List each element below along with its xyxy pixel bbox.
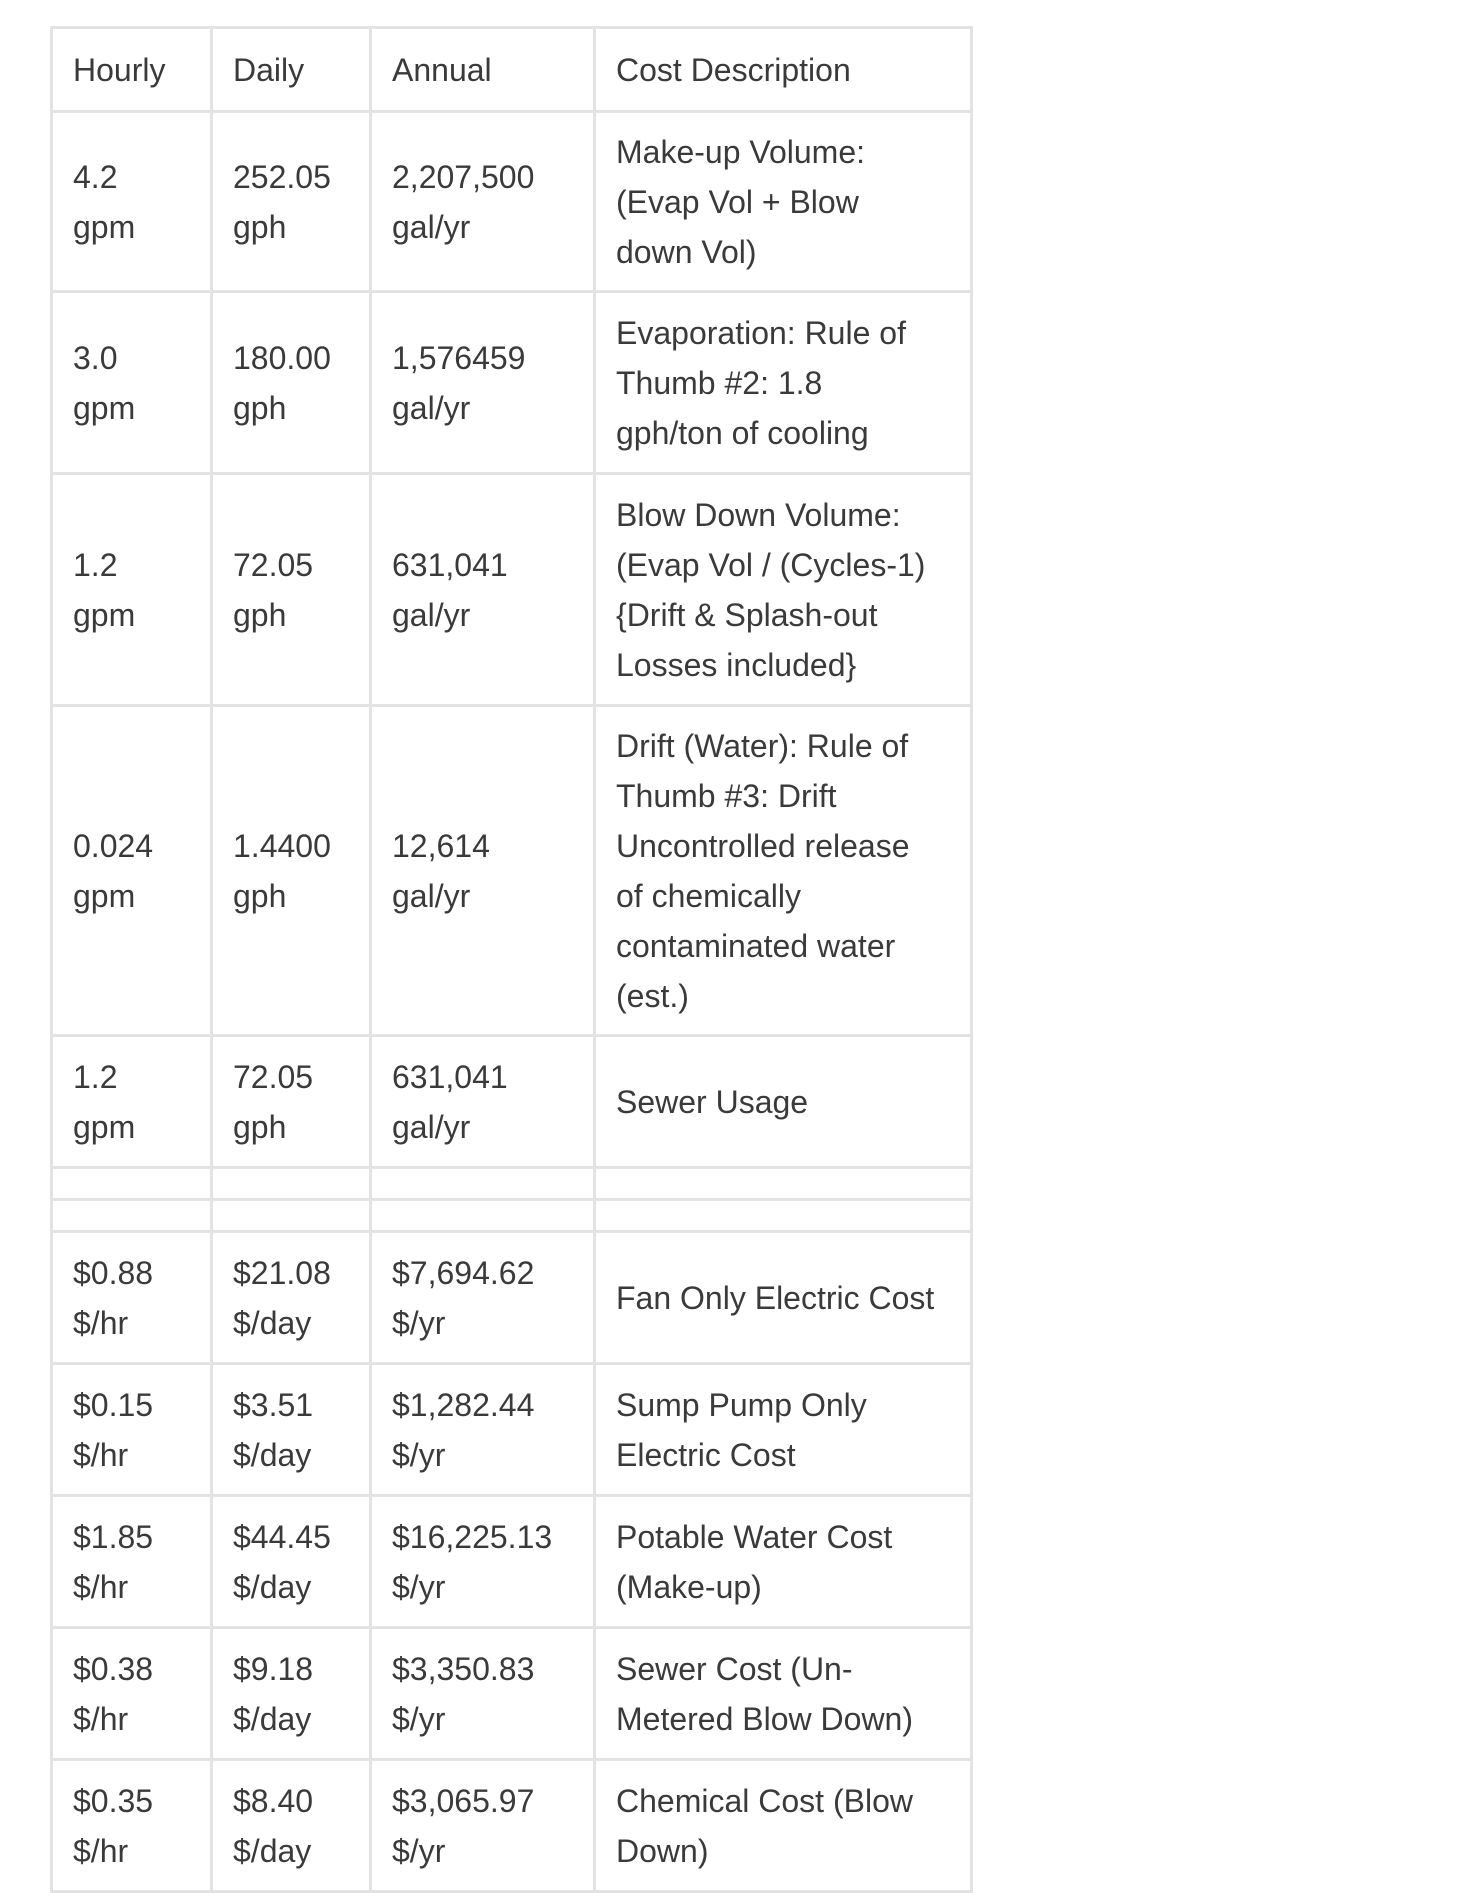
description-cell: [595, 1364, 972, 1496]
cell-line: $/yr: [392, 1436, 446, 1473]
cell-line: gph: [233, 596, 287, 633]
cell-line: Thumb #2: 1.8: [616, 364, 823, 401]
annual-cell: [371, 1496, 595, 1628]
cell-line: gal/yr: [392, 389, 471, 426]
cell-line: $16,225.13: [392, 1518, 553, 1555]
cell-line: of chemically: [616, 877, 801, 914]
annual-cell: [371, 474, 595, 706]
annual-cell: [371, 1036, 595, 1168]
cell-line: $44.45: [233, 1518, 331, 1555]
cell-line: gph: [233, 877, 287, 914]
daily-cell: [212, 1628, 371, 1760]
cell-line: gpm: [73, 596, 136, 633]
cell-line: Down): [616, 1832, 709, 1869]
cell-line: $/day: [233, 1304, 312, 1341]
cell-line: $/yr: [392, 1832, 446, 1869]
cell-line: Sump Pump Only: [616, 1386, 867, 1423]
cell-line: $/day: [233, 1700, 312, 1737]
cell-line: 1.2: [73, 546, 118, 583]
header-cost-description: Cost Description: [595, 28, 972, 112]
description-cell: [595, 1232, 972, 1364]
daily-cell: [212, 1364, 371, 1496]
cell-line: gph: [233, 1108, 287, 1145]
cell-line: Evaporation: Rule of: [616, 314, 906, 351]
spacer-cell: [212, 1168, 371, 1200]
header-annual: Annual: [371, 28, 595, 112]
cell-line: (Make-up): [616, 1568, 762, 1605]
cell-line: Potable Water Cost: [616, 1518, 893, 1555]
table-row: [52, 1628, 972, 1760]
spacer-cell: [595, 1200, 972, 1232]
spacer-cell: [371, 1168, 595, 1200]
cell-line: 0.024: [73, 827, 154, 864]
cell-line: $/hr: [73, 1436, 129, 1473]
spacer-cell: [212, 1200, 371, 1232]
cell-line: 72.05: [233, 1058, 314, 1095]
cell-line: 1.4400: [233, 827, 331, 864]
cell-line: Uncontrolled release: [616, 827, 910, 864]
annual-cell: [371, 112, 595, 292]
volume-rows: [52, 112, 972, 1168]
cell-line: Electric Cost: [616, 1436, 796, 1473]
cell-line: down Vol): [616, 233, 757, 270]
cell-line: 180.00: [233, 339, 331, 376]
header-daily: Daily: [212, 28, 371, 112]
cell-line: $1.85: [73, 1518, 154, 1555]
spacer-row: [52, 1200, 972, 1232]
spacer-row: [52, 1168, 972, 1200]
hourly-cell: [52, 1760, 212, 1892]
daily-cell: [212, 1232, 371, 1364]
table-row: [52, 1232, 972, 1364]
hourly-cell: [52, 1628, 212, 1760]
cell-line: $0.38: [73, 1650, 154, 1687]
cell-line: $/hr: [73, 1832, 129, 1869]
table-row: [52, 1496, 972, 1628]
cell-line: (est.): [616, 977, 689, 1014]
spacer-cell: [371, 1200, 595, 1232]
cell-line: $/day: [233, 1832, 312, 1869]
cost-rows: [52, 1232, 972, 1892]
cell-line: gal/yr: [392, 208, 471, 245]
cell-line: $9.18: [233, 1650, 314, 1687]
cell-line: gph: [233, 389, 287, 426]
cell-line: Metered Blow Down): [616, 1700, 913, 1737]
cell-line: $/hr: [73, 1700, 129, 1737]
cell-line: $/day: [233, 1568, 312, 1605]
cell-line: 72.05: [233, 546, 314, 583]
cell-line: Chemical Cost (Blow: [616, 1782, 913, 1819]
hourly-cell: [52, 706, 212, 1036]
cell-line: contaminated water: [616, 927, 896, 964]
description-cell: [595, 1496, 972, 1628]
daily-cell: [212, 1760, 371, 1892]
description-cell: [595, 112, 972, 292]
cell-line: $/hr: [73, 1304, 129, 1341]
cell-line: Fan Only Electric Cost: [616, 1279, 935, 1316]
cell-line: gpm: [73, 1108, 136, 1145]
cell-line: $7,694.62: [392, 1254, 535, 1291]
cell-line: 3.0: [73, 339, 118, 376]
cell-line: gal/yr: [392, 1108, 471, 1145]
cell-line: (Evap Vol + Blow: [616, 183, 859, 220]
cell-line: $3.51: [233, 1386, 314, 1423]
cell-line: Thumb #3: Drift: [616, 777, 837, 814]
cell-line: $8.40: [233, 1782, 314, 1819]
table-row: [52, 112, 972, 292]
cell-line: $0.88: [73, 1254, 154, 1291]
hourly-cell: [52, 292, 212, 474]
table-row: [52, 1760, 972, 1892]
annual-cell: [371, 292, 595, 474]
daily-cell: [212, 474, 371, 706]
cell-line: gph/ton of cooling: [616, 414, 869, 451]
cell-line: $1,282.44: [392, 1386, 535, 1423]
hourly-cell: [52, 1364, 212, 1496]
daily-cell: [212, 112, 371, 292]
cell-line: $/day: [233, 1436, 312, 1473]
daily-cell: [212, 292, 371, 474]
cell-line: $/yr: [392, 1304, 446, 1341]
cost-table: [50, 26, 973, 1893]
cell-line: Drift (Water): Rule of: [616, 727, 909, 764]
cell-line: gpm: [73, 208, 136, 245]
cell-line: 1,576459: [392, 339, 526, 376]
annual-cell: [371, 1364, 595, 1496]
cell-line: 631,041: [392, 1058, 508, 1095]
hourly-cell: [52, 1496, 212, 1628]
table-row: [52, 1364, 972, 1496]
cell-line: $/hr: [73, 1568, 129, 1605]
hourly-cell: [52, 1036, 212, 1168]
cell-line: Sewer Cost (Un-: [616, 1650, 853, 1687]
spacer-cell: [595, 1168, 972, 1200]
cell-line: 1.2: [73, 1058, 118, 1095]
description-cell: [595, 1628, 972, 1760]
cell-line: Losses included}: [616, 646, 857, 683]
cell-line: Make-up Volume:: [616, 133, 866, 170]
cell-line: 631,041: [392, 546, 508, 583]
table-row: [52, 474, 972, 706]
daily-cell: [212, 1036, 371, 1168]
spacer-rows: [52, 1168, 972, 1232]
cell-line: 12,614: [392, 827, 490, 864]
cell-line: gal/yr: [392, 596, 471, 633]
cell-line: Blow Down Volume:: [616, 496, 901, 533]
annual-cell: [371, 1628, 595, 1760]
cell-line: gpm: [73, 877, 136, 914]
daily-cell: [212, 706, 371, 1036]
cell-line: (Evap Vol / (Cycles-1): [616, 546, 926, 583]
hourly-cell: [52, 112, 212, 292]
annual-cell: [371, 706, 595, 1036]
table-row: [52, 1036, 972, 1168]
cell-line: $0.35: [73, 1782, 154, 1819]
cell-line: $21.08: [233, 1254, 331, 1291]
annual-cell: [371, 1760, 595, 1892]
table-row: [52, 706, 972, 1036]
cell-line: 4.2: [73, 158, 118, 195]
table-row: [52, 292, 972, 474]
cell-line: 2,207,500: [392, 158, 535, 195]
cell-line: $0.15: [73, 1386, 154, 1423]
description-cell: [595, 1036, 972, 1168]
cell-line: gal/yr: [392, 877, 471, 914]
cell-line: Sewer Usage: [616, 1083, 809, 1120]
cell-line: 252.05: [233, 158, 331, 195]
description-cell: [595, 474, 972, 706]
description-cell: [595, 292, 972, 474]
cell-line: {Drift & Splash-out: [616, 596, 878, 633]
spacer-cell: [52, 1168, 212, 1200]
header-hourly: Hourly: [52, 28, 212, 112]
description-cell: [595, 1760, 972, 1892]
annual-cell: [371, 1232, 595, 1364]
cell-line: $/yr: [392, 1568, 446, 1605]
cell-line: gpm: [73, 389, 136, 426]
cell-line: $3,065.97: [392, 1782, 535, 1819]
daily-cell: [212, 1496, 371, 1628]
cell-line: $/yr: [392, 1700, 446, 1737]
hourly-cell: [52, 1232, 212, 1364]
header-row: [52, 28, 972, 112]
spacer-cell: [52, 1200, 212, 1232]
cell-line: $3,350.83: [392, 1650, 535, 1687]
cell-line: gph: [233, 208, 287, 245]
hourly-cell: [52, 474, 212, 706]
description-cell: [595, 706, 972, 1036]
